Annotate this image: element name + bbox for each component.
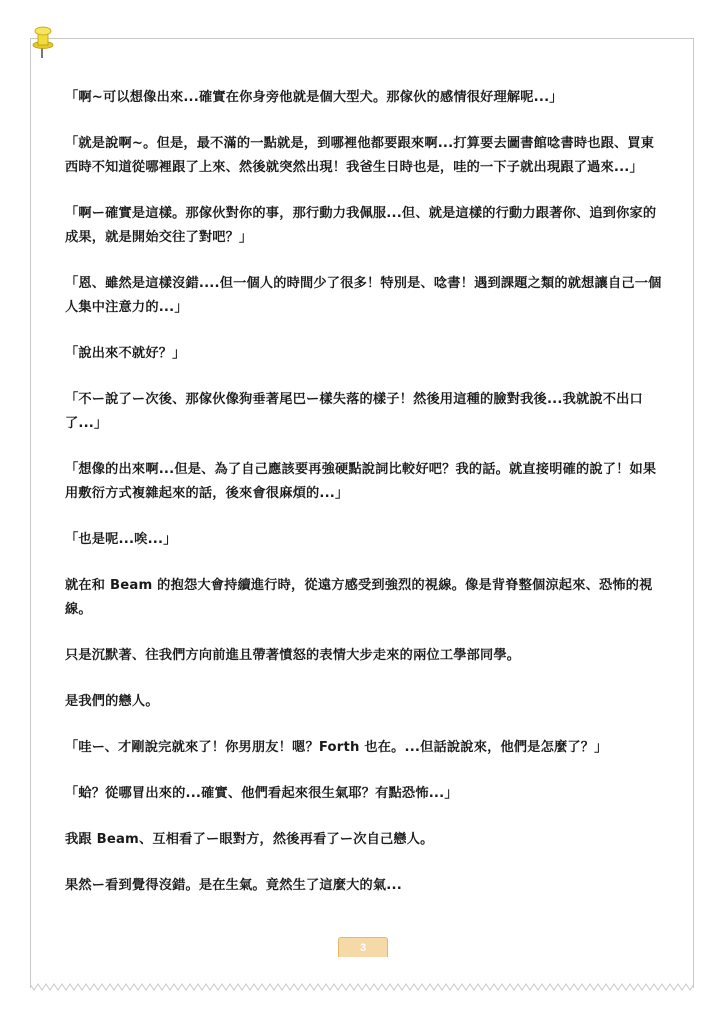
paragraph: 「蛤？從哪冒出來的...確實、他們看起來很生氣耶？有點恐怖...」	[65, 786, 458, 801]
paragraph: 「恩、雖然是這樣沒錯....但一個人的時間少了很多！特別是、唸書！遇到課題之類的就想讓自己一個人集中注意力的...」	[65, 276, 662, 315]
paragraph: 「啊~可以想像出來...確實在你身旁他就是個大型犬。那傢伙的感情很好理解呢...」	[65, 90, 563, 105]
paragraph: 「哇ー、才剛說完就來了！你男朋友！嗯？Forth 也在。...但話說說來，他們是怎麼了？」	[65, 740, 608, 755]
paragraph: 「不ー說了ー次後、那傢伙像狗垂著尾巴ー樣失落的樣子！然後用這種的臉對我後...我就說不出口了...」	[65, 392, 643, 431]
paragraph: 「就是說啊~。但是，最不滿的一點就是，到哪裡他都要跟來啊...打算要去圖書館唸書時也跟、買東西時不知道從哪裡跟了上來、然後就突然出現！我爸生日時也是，哇的一下子就出現跟了過來...」	[65, 136, 655, 175]
pushpin-icon	[28, 24, 58, 60]
page-number: 3	[338, 937, 388, 957]
paragraph: 是我們的戀人。	[65, 694, 159, 709]
zigzag-border	[30, 980, 694, 994]
paragraph: 我跟 Beam、互相看了ー眼對方，然後再看了ー次自己戀人。	[65, 832, 434, 847]
paragraph: 果然ー看到覺得沒錯。是在生氣。竟然生了這麼大的氣...	[65, 878, 402, 893]
paragraph: 「想像的出來啊...但是、為了自己應該要再強硬點說詞比較好吧？我的話。就直接明確的說了！如果用敷衍方式複雜起來的話，後來會很麻煩的...」	[65, 462, 657, 501]
paragraph: 只是沉默著、往我們方向前進且帶著憤怒的表情大步走來的兩位工學部同學。	[65, 648, 521, 663]
paragraph: 「也是呢...唉...」	[65, 532, 177, 547]
paragraph: 「說出來不就好？」	[65, 346, 186, 361]
paragraph: 「啊ー確實是這樣。那傢伙對你的事，那行動力我佩服...但、就是這樣的行動力跟著你、追到你家的成果，就是開始交往了對吧？」	[65, 206, 657, 245]
document-body	[65, 86, 665, 920]
paragraph: 就在和 Beam 的抱怨大會持續進行時，從遠方感受到強烈的視線。像是背脊整個涼起來、恐怖的視線。	[65, 578, 653, 617]
